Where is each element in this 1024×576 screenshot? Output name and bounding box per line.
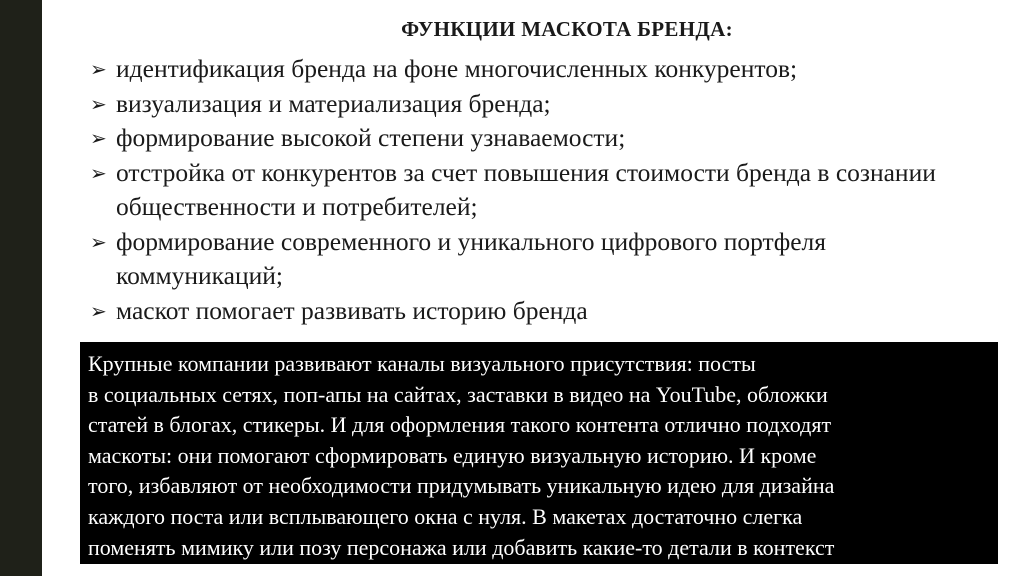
list-item — [90, 225, 990, 294]
arrow-checkmark-bullet-icon: ➢ — [90, 229, 107, 254]
list-item-text: визуализация и материализация бренда; — [116, 88, 551, 118]
slide-title: ФУНКЦИИ МАСКОТА БРЕНДА: — [401, 17, 733, 41]
arrow-checkmark-bullet-icon: ➢ — [90, 126, 107, 150]
list-item — [90, 121, 990, 156]
info-text-line: Крупные компании развивают каналы визуального присутствия: посты — [88, 351, 756, 376]
list-item-text: формирование высокой степени узнаваемости; — [116, 123, 626, 152]
arrow-checkmark-bullet-icon: ➢ — [90, 160, 107, 185]
list-item — [90, 156, 990, 225]
info-text-line: статей в блогах, стикеры. И для оформления такого контента отлично подходят — [88, 412, 832, 438]
list-item-text: формирование современного и уникального цифрового портфеля коммуникаций; — [116, 226, 826, 290]
list-item — [90, 294, 990, 329]
arrow-checkmark-bullet-icon: ➢ — [90, 91, 107, 116]
left-accent-bar — [0, 0, 42, 576]
arrow-checkmark-bullet-icon: ➢ — [90, 57, 107, 81]
info-text-box — [80, 342, 998, 564]
info-text-line: каждого поста или всплывающего окна с нуля. В макетах достаточно слегка — [88, 503, 803, 529]
info-text-line: маскоты: они помогают сформировать единую визуальную историю. И кроме — [88, 442, 817, 468]
list-item — [90, 52, 990, 87]
info-text-line: поменять мимику или позу персонажа или добавить какие-то детали в контекст — [88, 534, 835, 560]
functions-list — [90, 52, 990, 328]
info-text-line: того, избавляют от необходимости придумывать уникальную идею для дизайна — [88, 473, 835, 499]
arrow-checkmark-bullet-icon: ➢ — [90, 298, 107, 323]
list-item-text: маскот помогает развивать историю бренда — [116, 295, 588, 325]
info-text-line: в социальных сетях, поп-апы на сайтах, заставки в видео на YouTube, обложки — [88, 381, 828, 407]
list-item-text: отстройка от конкурентов за счет повышения стоимости бренда в сознании общественности и потребителей; — [116, 157, 936, 221]
list-item — [90, 87, 990, 122]
list-item-text: идентификация бренда на фоне многочисленных конкурентов; — [116, 54, 798, 83]
